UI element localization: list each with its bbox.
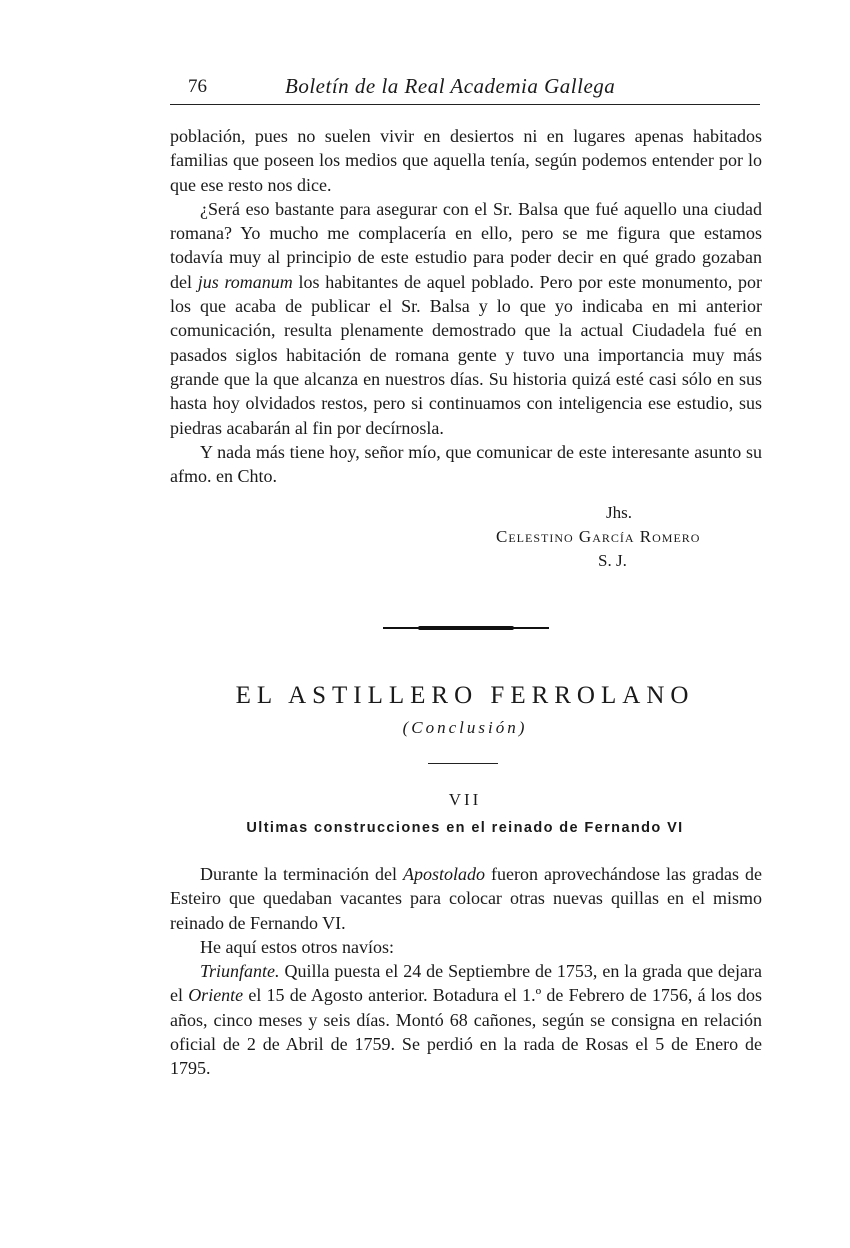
signature-order: S. J.: [598, 551, 627, 570]
section-ornament: [383, 626, 549, 632]
article-paragraph: [170, 862, 762, 935]
paragraph-text: los habitantes de aquel poblado. Pero por este monumento, por los que acaba de publicar el Sr. Balsa y lo que yo indicaba en mi anterior comunicación, resulta plenamente demostrado que la actual Ciudadela fué en pasados siglos habitación de romana gente y tuvo una importancia muy más grande que la que alcanza en nuestros días. Su historia quizá esté casi sólo en sus hasta hoy olvidados restos, pero si continuamos con inteligencia ese estudio, sus piedras acabarán al fin por decírnosla.: [170, 271, 763, 438]
chapter-heading: Ultimas construcciones en el reinado de Fernando VI: [246, 820, 684, 836]
paragraph-text: Quilla puesta el 24 de Septiembre de 1753, en la grada que dejara el: [170, 961, 762, 1006]
header-rule: [170, 104, 760, 105]
paragraph-text: ¿Será eso bastante para asegurar con el Sr. Balsa que fué aquello una ciudad romana? Yo mucho me complacería en ello, pero se me figura que estamos todavía muy al principio de este estudio para poder decir en qué grado gozaban del: [170, 198, 762, 292]
article-title: EL ASTILLERO FERROLANO: [235, 682, 695, 709]
paragraph-text: el 15 de Agosto anterior. Botadura el 1.º de Febrero de 1756, á los dos años, cinco meses y seis días. Montó 68 cañones, según se consigna en relación oficial de 2 de Abril de 1759. Se perdió en la rada de Rosas el 5 de Enero de 1795.: [170, 985, 762, 1079]
ship-name: Apostolado: [403, 864, 486, 884]
article-subtitle: (Conclusión): [402, 718, 528, 737]
latin-term: jus romanum: [197, 271, 293, 292]
chapter-number: VII: [448, 790, 482, 809]
title-rule: [428, 763, 498, 764]
journal-title: Boletín de la Real Academia Gallega: [285, 74, 616, 98]
ornament-center: [418, 626, 514, 630]
paragraph-text: fueron aprovechándose las gradas de Esteiro que quedaban vacantes para colocar otras nuevas quillas en el mismo reinado de Fernando VI.: [170, 864, 762, 933]
ship-name: Triunfante.: [200, 961, 280, 982]
letter-body: [170, 124, 762, 488]
page-number: 76: [188, 76, 207, 97]
running-head: [170, 76, 760, 104]
signature-name: Celestino García Romero: [496, 527, 701, 546]
letter-paragraph: Y nada más tiene hoy, señor mío, que comunicar de este interesante asunto su afmo. en Chto.: [170, 441, 762, 487]
article-paragraph: He aquí estos otros navíos:: [200, 936, 394, 957]
paragraph-text: Durante la terminación del: [200, 864, 403, 884]
article-paragraph: [170, 959, 762, 1080]
letter-paragraph: [170, 197, 762, 440]
article-body: [170, 862, 762, 1081]
letter-paragraph: población, pues no suelen vivir en desiertos ni en lugares apenas habitados familias que poseen los medios que aquella tenía, según podemos entender por lo que ese resto nos dice.: [170, 126, 762, 195]
ship-name: Oriente: [188, 985, 244, 1006]
signature-jhs: Jhs.: [606, 503, 632, 522]
